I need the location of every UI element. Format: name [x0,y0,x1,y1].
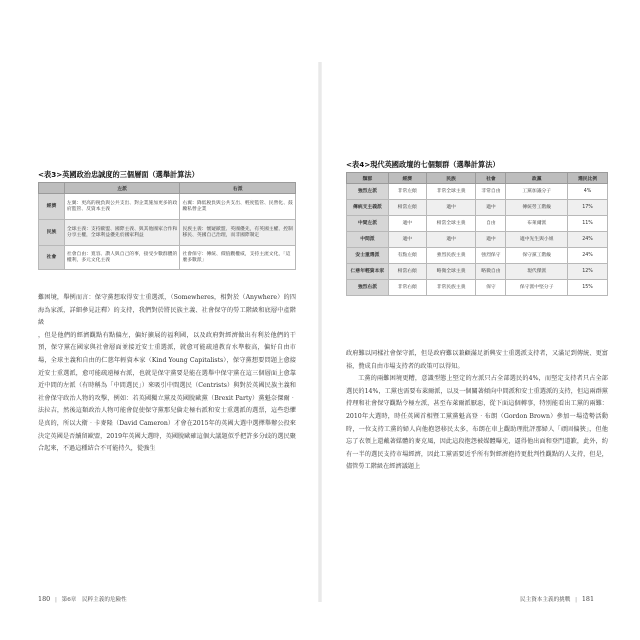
table-cell: 相當全球主義 [426,216,476,232]
table-row [347,184,608,200]
row-label: 仁慈年輕資本家 [347,264,389,280]
table-cell: 有點左傾 [388,248,426,264]
table-cell: 15% [568,280,608,296]
table-cell: 布萊爾派 [506,216,568,232]
table-cell: 保守 [476,280,506,296]
table-cell: 11% [568,216,608,232]
row-label: 社會 [39,246,65,270]
table-header-cell: 民族 [426,173,476,184]
row-label: 傳統支主義派 [347,200,389,216]
row-label: 安士重選派 [347,248,389,264]
table-header-row [39,183,296,194]
table-cell: 傳統勞工階級 [506,200,568,216]
table-cell: 社會保守：傳統、價值觀權威，支持主流文化，「這麼多數派」 [180,246,296,270]
page-number: 180 [38,595,51,603]
row-label: 經濟 [39,194,65,220]
table-cell: 保守黨工階級 [506,248,568,264]
row-label: 強烈左派 [347,184,389,200]
table-3 [38,182,296,270]
table-cell: 保守派中堅分子 [506,280,568,296]
table-header-cell: 選民比例 [568,173,608,184]
table-cell: 適中 [476,200,506,216]
table-cell: 民族主義：懷疑歐盟、英國優先，有英國主權、控制移民、英國自己治理，而非國際制定 [180,220,296,246]
table-cell: 社會自由：寬容、讚人與自己的事，接受少數群體的權利，多元文化主義 [64,246,180,270]
table-cell: 17% [568,200,608,216]
row-label: 強烈右派 [347,280,389,296]
running-header: 第6章 民粹主義的危險性 [61,597,127,603]
table-cell: 相當左傾 [388,200,426,216]
table-cell: 左翼：更高的稅負與公共支出、對企業施加更多的政府監管、反資本主義 [64,194,180,220]
table-cell: 強烈民族主義 [426,248,476,264]
table-header-row [347,173,608,184]
table-cell: 適中先生與小姐 [506,232,568,248]
table-cell: 工黨加議分子 [506,184,568,200]
row-label: 中間左派 [347,216,389,232]
table-row [347,216,608,232]
table-cell: 非常左傾 [388,184,426,200]
table-cell: 略微全球主義 [426,264,476,280]
row-label: 中間派 [347,232,389,248]
row-label: 民族 [39,220,65,246]
table-cell: 自由 [476,216,506,232]
table-row [39,194,296,220]
table-cell: 適中 [476,232,506,248]
table-4-title: <表4>現代英國政壇的七個類群（選舉計算法） [346,160,500,169]
paragraph: 難困境，舉例而言：保守黨想取得安士重選派，（Somewheres，相對於（Anywhere）的四海為家派，詳細參見註釋）的支持，我們對於將民族主義、社會保守的勞工階級和底層中產階級 [38,294,296,327]
table-row [39,246,296,270]
table-4 [346,172,608,296]
table-header-cell [39,183,65,194]
paragraph: 工黨的兩難困境更糟，意識型態上堅定的左派只占全部選民的4%，而堅定支持者只占全部選民的14%，工黨也需要布萊爾派，以及一個關著傾向中間派和安士重選派的支持，但這兩群黨持理和社會保守觀點令極左派，甚至布萊爾派厭惡，從下面這個轉事，特別能看出工黨的兩難：2010年大選時，時任英國首相暨工黨黨魁高登‧布朗（Gordon Brown）參加一場造勢活動時，一位支持工黨的婦人向他抱怨移民太多，布朗在車上觀助理批評那婦人「頑固偏狹」，但他忘了衣領上還戴著媒體的麥克風，因此這段抱怨被媒體曝光，逼得他出面和登門道歉，此外，約有一半的選民支持市場經濟，因此工黨需要近乎所有對經濟抱持更批判性觀點的人支持，但是，儘管勞工階級在經濟議題上 [346,375,608,471]
table-cell: 非常自由 [476,184,506,200]
paragraph: ，但是他們的經濟觀點有點偏左，偏好擴展的福利國，以及政府對經濟做出有利於他們的干預，保守黨在國家與社會層面並接近安士重選派，就愈可能疏遠教育水準較高，偏好自由市場，全球主義和自由的仁慈年輕資本家（Kind Young Capitalists），保守黨想要問題上愈接近安士重選派，愈可能疏遠極右派，也就是保守黨要是能在選舉中保守黨在這三個層面上愈靠近中間的左派（有時稱為「中間選民」）來吸引中間選民（Centrists）與對於英國民族主義和社會保守政治人物的攻擊，例如：若英國獨立黨及英國脫歐黨（Brexit Party）黨魁奈傑爾‧法拉吉，然後這類政治人物可能會促使保守黨那兒倫走極右派和安士重選派的選票，這些恐懼是真的，所以大衛‧卡麥隆（David Cameron）才會在2015年的英國大選中選擇舉辦公投來決定英國是否續留歐盟，2019年英國大選時，英國脫歐確這個大議題似乎把許多分歧的選民聚合起來，不過這種結合不可能持久，從強生 [38,331,296,453]
right-footer: 民主資本主義的挑戰 | 181 [520,595,595,603]
table-row [39,220,296,246]
page-number: 181 [581,595,595,603]
table-header-cell: 類群 [347,173,389,184]
table-row [347,200,608,216]
paragraph: 政府難以同樣社會保守派，但是政府難以兼顧滿足新興安士重選派支持者，又滿足到傳統、更富裕，贊成自由市場支持者的政策可以得知。 [346,350,608,370]
table-header-cell: 經濟 [388,173,426,184]
table-cell: 24% [568,248,608,264]
left-footer: 180 | 第6章 民粹主義的危險性 [38,595,127,603]
table-cell: 相當右傾 [388,264,426,280]
table-header-cell: 政黨 [506,173,568,184]
table-cell: 適中 [388,232,426,248]
table-cell: 非常右傾 [388,280,426,296]
table-cell: 強烈保守 [476,248,506,264]
table-row [347,280,608,296]
table-row [347,232,608,248]
table-cell: 略微自由 [476,264,506,280]
table-row [347,264,608,280]
table-cell: 適中 [388,216,426,232]
table-3-title: <表3>英國政治忠誠度的三個層面（選舉計算法） [38,170,199,179]
running-header: 民主資本主義的挑戰 [520,597,571,603]
table-header-cell: 社會 [476,173,506,184]
table-cell: 24% [568,232,608,248]
table-header-cell: 左派 [64,183,180,194]
left-body-text [38,292,296,582]
table-cell: 現代傑派 [506,264,568,280]
table-cell: 12% [568,264,608,280]
table-cell: 適中 [426,232,476,248]
right-body-text [346,348,608,582]
table-row [347,248,608,264]
table-cell: 4% [568,184,608,200]
table-cell: 非常民族主義 [426,280,476,296]
table-cell: 全球主義：支持歐盟、國際主義、與其他國家合作和分享主權，全球利益優先於國家利益 [64,220,180,246]
table-cell: 非常全球主義 [426,184,476,200]
table-cell: 右翼：降低稅負與公共支出、輕度監管、民營化、鼓勵私營企業 [180,194,296,220]
table-header-cell: 右派 [180,183,296,194]
table-cell: 適中 [426,200,476,216]
